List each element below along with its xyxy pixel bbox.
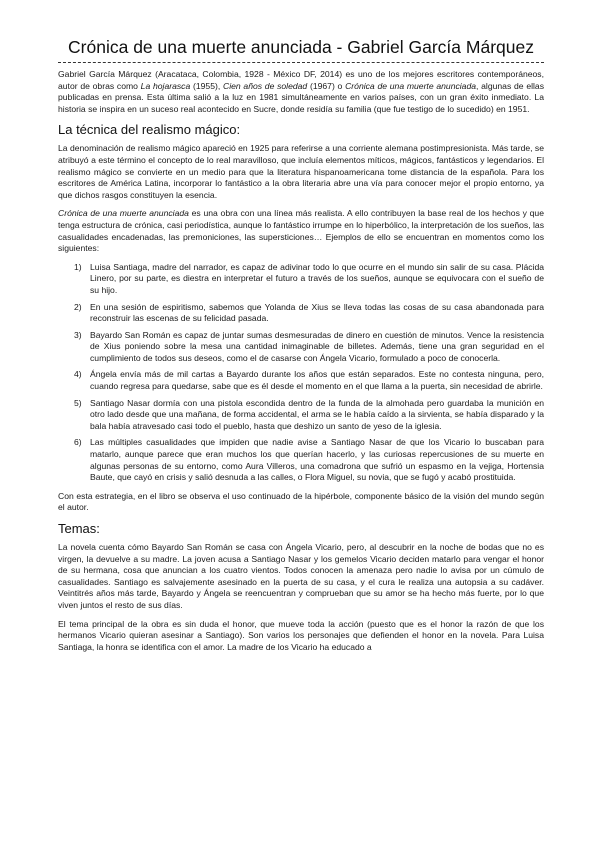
work-title-cronica-inline: Crónica de una muerte anunciada [58, 208, 189, 219]
list-item-number: 4) [74, 369, 82, 380]
list-item-text: Bayardo San Román es capaz de juntar sumas desmesuradas de dinero en cuestión de minutos. Vence la resistencia de Xius poniendo sobre la mesa una cantidad inimaginable de billetes. Además, tiene una gran seguridad en el cumplimiento de todos sus deseos, como el de casarse con Ángela Vicario, formulado a poco de conocerla. [90, 329, 544, 363]
list-item-number: 6) [74, 437, 82, 448]
list-item-number: 1) [74, 261, 82, 272]
section-heading-realismo: La técnica del realismo mágico: [58, 122, 241, 138]
list-item-text: Luisa Santiaga, madre del narrador, es capaz de adivinar todo lo que ocurre en el mundo sin salir de su casa. Plácida Linero, por su parte, es diestra en interpretar el futuro a través de los sueños, aunque se equivocara con el sueño de su hijo. [90, 261, 544, 295]
realismo-paragraph-3: Con esta estrategia, en el libro se observa el uso continuado de la hipérbole, componente básico de la visión del mundo según el autor. [58, 490, 544, 513]
realismo-paragraph-2-text: es una obra con una línea más realista. A ello contribuyen la base real de los hechos y que tenga estructura de crónica, casi periodística, aunque lo fantástico irrumpe en lo hiperbólico, la interpretación de los sueños, las casualidades encadenadas, las premoniciones, las supersticiones… Ejemplos de ello se encuentran en momentos como los siguientes: [58, 208, 544, 254]
list-item [58, 330, 544, 365]
temas-paragraph-1: La novela cuenta cómo Bayardo San Román se casa con Ángela Vicario, pero, al descubrir en la noche de bodas que no es virgen, la devuelve a su madre. La joven acusa a Santiago Nasar y los gemelos Vicario deciden matarlo para vengar el honor de su hermana, cosa que anuncian a los cuatro vientos. Todos conocen la amenaza pero nadie lo avisa por un cúmulo de casualidades. Santiago es salvajemente asesinado en la puerta de su casa, y el cura le realiza una autopsia a su cadáver. Veintitrés años más tarde, Bayardo y Ángela se reencuentran y comprueban que su amor se ha hecho más fuerte, por lo que viven juntos el resto de sus días. [58, 542, 544, 610]
title-divider [58, 62, 544, 63]
work-title-la-hojarasca: La hojarasca [140, 80, 191, 91]
document-title: Crónica de una muerte anunciada - Gabriel García Márquez [68, 37, 534, 57]
intro-text-3: (1967) o [307, 80, 346, 91]
list-item [58, 369, 544, 392]
list-item-text: En una sesión de espiritismo, sabemos que Yolanda de Xius se lleva todas las cosas de su casa abandonada para reconstruir las escenas de su felicidad pasada. [90, 301, 544, 324]
intro-text-2: (1955), [190, 80, 223, 91]
work-title-cien-anos: Cien años de soledad [222, 80, 308, 91]
list-item-text: Ángela envía más de mil cartas a Bayardo durante los años que están separados. Este no contesta ninguna, pero, cuando regresa para quedarse, sabe que es él desde el momento en el que llama a la puerta, sin necesidad de abrirle. [90, 369, 544, 392]
intro-text-1: Gabriel García Márquez (Aracataca, Colombia, 1928 - México DF, 2014) es uno de los mejores escritores contemporáneos, autor de obras como [58, 69, 544, 91]
realismo-paragraph-2 [58, 208, 544, 254]
list-item [58, 302, 544, 325]
list-item-number: 2) [74, 301, 82, 312]
realismo-paragraph-1: La denominación de realismo mágico apareció en 1925 para referirse a una corriente alemana postimpresionista. Más tarde, se atribuyó a este término el concepto de lo real maravilloso, que incluía elementos míticos, mágicos, fantásticos y legendarios. El realismo mágico se convierte en un medio para que la literatura hispanoamericana tome distancia de la española. Para los escritores de América Latina, incorporar lo fantástico a la obra literaria abre una vía para conocer mejor el propio entorno, ya que dichos rasgos constituyen la esencia. [58, 143, 544, 200]
section-heading-temas: Temas: [58, 521, 100, 536]
list-item-text: Las múltiples casualidades que impiden que nadie avise a Santiago Nasar de que los Vicario lo buscaban para matarlo, aunque parece que eran muchos los que querían hacerlo, y las curiosas repercusiones de su muerte en algunas personas de su entorno, como Aura Villeros, una comadrona que sufrió un espasmo en la vejiga, Hortensia Baute, que cayó en crisis y salió desnuda a las calles, o Flora Miguel, su novia, que se fugó y acabó prostituida. [90, 437, 544, 483]
list-item-number: 3) [74, 329, 82, 340]
intro-paragraph [58, 69, 544, 115]
list-item-number: 5) [74, 397, 82, 408]
list-item-text: Santiago Nasar dormía con una pistola escondida dentro de la funda de la almohada pero guardaba la munición en otro lado desde que una mañana, de forma accidental, el arma se le había caído a la sirvienta, se había disparado y la bala había atravesado casi todo el pueblo, hasta que deshizo un santo de yeso de la iglesia. [90, 397, 544, 431]
work-title-cronica: Crónica de una muerte anunciada [345, 80, 477, 91]
list-item [58, 262, 544, 297]
intro-text-4: , algunas de ellas publicadas en prensa. Esta última salió a la luz en 1981 simultáneamente en varios países, con un gran éxito inmediato. La historia se inspira en un suceso real acontecido en Sucre, donde residía su familia (que fue testigo de lo sucedido) en 1951. [58, 80, 544, 114]
list-item [58, 437, 544, 483]
temas-paragraph-2: El tema principal de la obra es sin duda el honor, que mueve toda la acción (puesto que es el honor la razón de que los hermanos Vicario quieran asesinar a Santiago). Son varios los personajes que defienden el honor en la novela. Para Luisa Santiaga, la honra se identifica con el amor. La madre de los Vicario ha educado a [58, 618, 544, 652]
examples-list [58, 262, 544, 484]
list-item [58, 398, 544, 433]
